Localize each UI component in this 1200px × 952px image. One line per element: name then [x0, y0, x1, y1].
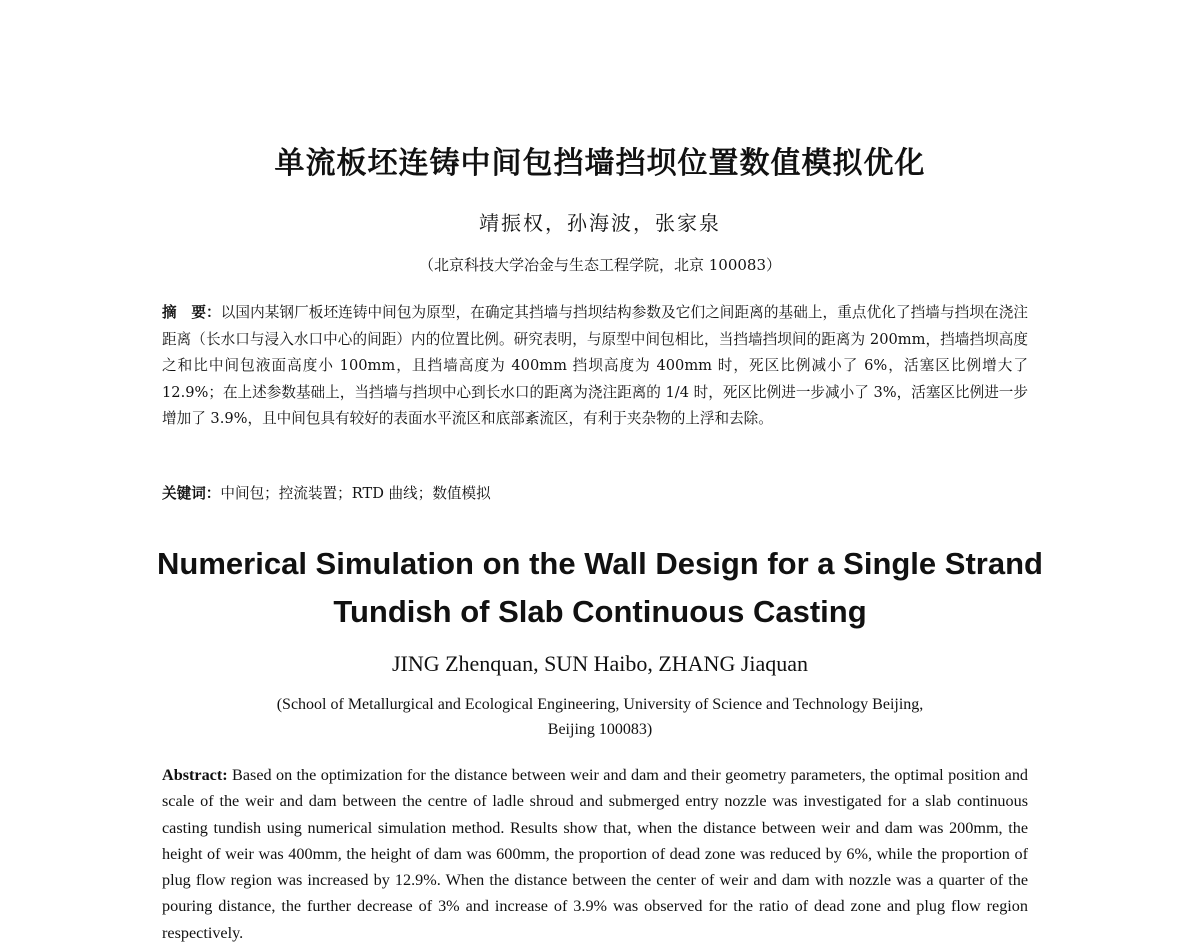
chinese-title: 单流板坯连铸中间包挡墙挡坝位置数值模拟优化 [274, 146, 926, 181]
chinese-keywords-text: 中间包；控流装置；RTD 曲线；数值模拟 [220, 485, 491, 502]
chinese-abstract-text: 以国内某钢厂板坯连铸中间包为原型，在确定其挡墙与挡坝结构参数及它们之间距离的基础上，重点优化了挡墙与挡坝在浇注距离（长水口与浸入水口中心的间距）内的位置比例。研究表明，与原型中间包相比，当挡墙挡坝间的距离为 200mm，挡墙挡坝高度之和比中间包液面高度小 100mm，且挡墙高度为 400mm 挡坝高度为 400mm 时，死区比例减小了 6%，活塞区比例增大了 12.9%；在上述参数基础上，当挡墙与挡坝中心到长水口的距离为浇注距离的 1/4 时，死区比例进一步减小了 3%，活塞区比例进一步增加了 3.9%，且中间包具有较好的表面水平流区和底部紊流区，有利于夹杂物的上浮和去除。 [162, 304, 1028, 427]
chinese-keywords [162, 481, 1028, 507]
english-title: Numerical Simulation on the Wall Design for a Single Strand Tundish of Slab Continuous Casting [157, 546, 1043, 629]
chinese-keywords-label: 关键词： [162, 485, 221, 502]
chinese-affiliation: （北京科技大学冶金与生态工程学院，北京 100083） [418, 256, 782, 274]
chinese-authors: 靖振权，孙海波，张家泉 [479, 211, 721, 235]
english-abstract-text: Based on the optimization for the distance between weir and dam and their geometry parameters, the optimal position and scale of the weir and dam between the centre of ladle shroud and submerged entry nozzle was investigated for a slab continuous casting tundish using numerical simulation method. Results show that, when the distance between weir and dam was 200mm, the height of weir was 400mm, the height of dam was 600mm, the proportion of dead zone was reduced by 6%, while the proportion of plug flow region was increased by 12.9%. When the distance between the center of weir and dam with nozzle was a quarter of the pouring distance, the further decrease of 3% and increase of 3.9% was observed for the ratio of dead zone and plug flow region respectively. [162, 766, 1029, 942]
chinese-abstract [162, 300, 1028, 433]
english-abstract-label: Abstract: [162, 766, 228, 784]
chinese-abstract-label: 摘 要： [162, 304, 221, 321]
english-affiliation: (School of Metallurgical and Ecological Engineering, University of Science and Technology Beijing, Beijing 100083) [276, 696, 924, 738]
english-abstract [162, 762, 1028, 946]
english-authors: JING Zhenquan, SUN Haibo, ZHANG Jiaquan [391, 651, 809, 676]
